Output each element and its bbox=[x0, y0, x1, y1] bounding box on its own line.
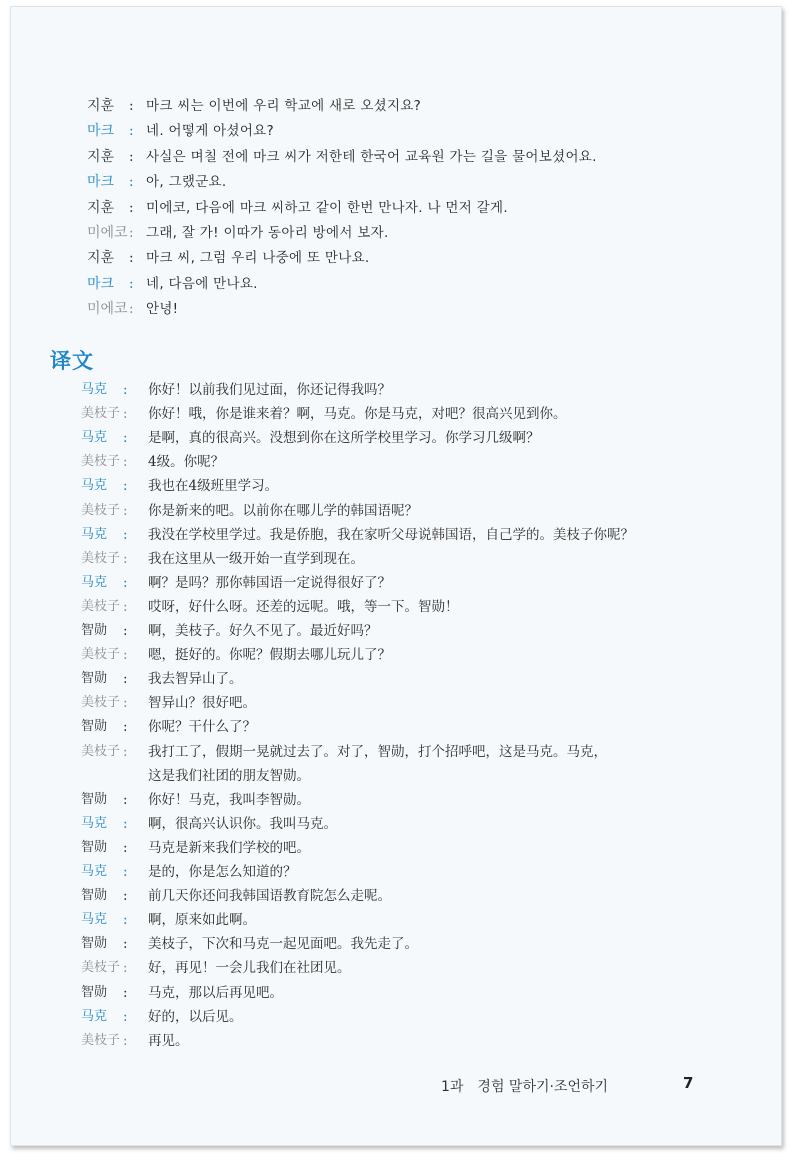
dialogue-line bbox=[11, 196, 781, 220]
speaker-name: 智勋 bbox=[81, 671, 108, 687]
speaker-colon: : bbox=[129, 250, 134, 267]
dialogue-text: 这是我们社团的朋友智勋。 bbox=[148, 767, 310, 784]
speaker-name: 智勋 bbox=[81, 888, 108, 904]
speaker-colon: : bbox=[123, 454, 128, 471]
speaker-colon: : bbox=[123, 526, 128, 543]
dialogue-line bbox=[11, 221, 781, 245]
speaker-name: 美枝子 bbox=[81, 502, 121, 518]
dialogue-text: 哎呀，好什么呀。还差的远呢。哦，等一下。智勋！ bbox=[148, 598, 459, 615]
dialogue-line bbox=[11, 956, 781, 980]
dialogue-text: 사실은 며칠 전에 마크 씨가 저한테 한국어 교육원 가는 길을 물어보셨어요. bbox=[146, 148, 597, 165]
speaker-name: 美枝子 bbox=[81, 1032, 121, 1048]
speaker-name: 美枝子 bbox=[81, 695, 121, 711]
dialogue-line bbox=[11, 378, 781, 402]
dialogue-text: 아, 그랬군요. bbox=[146, 174, 227, 191]
dialogue-line bbox=[11, 836, 781, 860]
dialogue-line bbox=[11, 119, 781, 143]
speaker-colon: : bbox=[129, 301, 134, 318]
dialogue-text: 好的，以后见。 bbox=[148, 1008, 243, 1025]
dialogue-text: 马克，那以后再见吧。 bbox=[148, 984, 283, 1001]
speaker-name: 马克 bbox=[81, 912, 108, 928]
speaker-name: 美枝子 bbox=[81, 647, 121, 663]
speaker-name: 智勋 bbox=[81, 839, 108, 855]
speaker-name: 美枝子 bbox=[81, 550, 121, 566]
speaker-name: 马克 bbox=[81, 382, 108, 397]
dialogue-line bbox=[11, 94, 781, 118]
dialogue-text: 嗯，挺好的。你呢？假期去哪儿玩儿了？ bbox=[148, 647, 391, 664]
speaker-name: 马克 bbox=[81, 864, 108, 879]
dialogue-line bbox=[11, 860, 781, 884]
speaker-colon: : bbox=[123, 574, 128, 591]
dialogue-line bbox=[11, 981, 781, 1005]
speaker-colon: : bbox=[123, 647, 128, 664]
speaker-name: 마크 bbox=[87, 174, 115, 191]
speaker-name: 智勋 bbox=[81, 984, 108, 1000]
dialogue-text: 我在这里从一级开始一直学到现在。 bbox=[148, 550, 364, 567]
dialogue-line bbox=[11, 547, 781, 571]
speaker-name: 智勋 bbox=[81, 936, 108, 952]
dialogue-line bbox=[11, 450, 781, 474]
speaker-name: 지훈 bbox=[87, 148, 115, 165]
speaker-colon: : bbox=[123, 1008, 128, 1025]
dialogue-text: 是啊，真的很高兴。没想到你在这所学校里学习。你学习几级啊？ bbox=[148, 430, 540, 447]
speaker-colon: : bbox=[123, 719, 128, 736]
dialogue-text: 啊，美枝子。好久不见了。最近好吗？ bbox=[148, 623, 378, 639]
dialogue-text: 미에코, 다음에 마크 씨하고 같이 한번 만나자. 나 먼저 갈게. bbox=[146, 199, 508, 216]
dialogue-line bbox=[11, 474, 781, 498]
speaker-colon: : bbox=[129, 123, 134, 140]
speaker-name: 美枝子 bbox=[81, 960, 121, 976]
dialogue-text: 再见。 bbox=[148, 1032, 189, 1049]
speaker-name: 미에코 bbox=[87, 225, 128, 241]
dialogue-line bbox=[11, 170, 781, 194]
speaker-name: 智勋 bbox=[81, 791, 108, 807]
speaker-name: 马克 bbox=[81, 815, 108, 831]
speaker-colon: : bbox=[123, 912, 128, 929]
speaker-name: 美枝子 bbox=[81, 743, 121, 759]
speaker-colon: : bbox=[123, 960, 128, 977]
speaker-name: 지훈 bbox=[87, 199, 115, 216]
speaker-colon: : bbox=[123, 815, 128, 832]
speaker-colon: : bbox=[129, 275, 134, 292]
dialogue-line bbox=[11, 691, 781, 715]
book-page bbox=[10, 6, 782, 1146]
speaker-name: 马克 bbox=[81, 478, 108, 494]
dialogue-line bbox=[11, 145, 781, 169]
speaker-name: 智勋 bbox=[81, 623, 108, 638]
speaker-name: 马克 bbox=[81, 430, 108, 446]
dialogue-text: 4级。你呢？ bbox=[148, 454, 225, 471]
dialogue-line bbox=[11, 402, 781, 426]
speaker-colon: : bbox=[123, 839, 128, 856]
speaker-name: 美枝子 bbox=[81, 406, 121, 422]
speaker-name: 智勋 bbox=[81, 719, 108, 735]
dialogue-line bbox=[11, 812, 781, 836]
translation-heading: 译文 bbox=[50, 349, 94, 373]
dialogue-line bbox=[11, 764, 781, 788]
speaker-colon: : bbox=[123, 598, 128, 615]
speaker-colon: : bbox=[129, 199, 134, 216]
speaker-name: 지훈 bbox=[87, 250, 115, 267]
speaker-colon: : bbox=[129, 98, 134, 114]
speaker-name: 马克 bbox=[81, 574, 108, 590]
dialogue-text: 前几天你还问我韩国语教育院怎么走呢。 bbox=[148, 888, 391, 905]
dialogue-line bbox=[11, 272, 781, 296]
dialogue-text: 你呢？干什么了？ bbox=[148, 719, 256, 736]
speaker-colon: : bbox=[123, 936, 128, 953]
dialogue-text: 啊？是吗？那你韩国语一定说得很好了？ bbox=[148, 574, 391, 591]
speaker-colon: : bbox=[123, 502, 128, 519]
dialogue-text: 我去智异山了。 bbox=[148, 671, 243, 688]
dialogue-text: 啊，原来如此啊。 bbox=[148, 912, 256, 929]
speaker-colon: : bbox=[123, 478, 128, 495]
speaker-name: 马克 bbox=[81, 526, 108, 542]
speaker-name: 지훈 bbox=[87, 98, 115, 114]
speaker-colon: : bbox=[123, 984, 128, 1001]
dialogue-text: 我也在4级班里学习。 bbox=[148, 478, 279, 495]
dialogue-text: 네, 다음에 만나요. bbox=[146, 275, 258, 292]
dialogue-line bbox=[11, 740, 781, 764]
footer-lesson-title: 1과 경험 말하기·조언하기 bbox=[441, 1079, 609, 1095]
dialogue-text: 마크 씨는 이번에 우리 학교에 새로 오셨지요? bbox=[146, 98, 422, 114]
dialogue-line bbox=[11, 426, 781, 450]
dialogue-line bbox=[11, 788, 781, 812]
speaker-colon: : bbox=[123, 406, 128, 423]
speaker-colon: : bbox=[123, 791, 128, 808]
dialogue-text: 我没在学校里学过。我是侨胞，我在家听父母说韩国语，自己学的。美枝子你呢？ bbox=[148, 526, 634, 543]
speaker-name: 마크 bbox=[87, 275, 115, 292]
dialogue-line bbox=[11, 643, 781, 667]
speaker-colon: : bbox=[129, 148, 134, 165]
dialogue-text: 是的，你是怎么知道的？ bbox=[148, 864, 297, 880]
speaker-colon: : bbox=[123, 430, 128, 447]
speaker-colon: : bbox=[123, 1032, 128, 1049]
speaker-name: 美枝子 bbox=[81, 598, 121, 614]
dialogue-line bbox=[11, 1029, 781, 1053]
speaker-colon: : bbox=[123, 743, 128, 760]
dialogue-line bbox=[11, 595, 781, 619]
page-number: 7 bbox=[683, 1074, 694, 1092]
dialogue-text: 美枝子，下次和马克一起见面吧。我先走了。 bbox=[148, 936, 418, 953]
speaker-colon: : bbox=[129, 174, 134, 191]
speaker-colon: : bbox=[129, 225, 134, 241]
speaker-colon: : bbox=[123, 695, 128, 712]
speaker-name: 미에코 bbox=[87, 301, 128, 318]
dialogue-line bbox=[11, 523, 781, 547]
dialogue-text: 我打工了，假期一晃就过去了。对了，智勋，打个招呼吧，这是马克。马克， bbox=[148, 743, 607, 760]
dialogue-line bbox=[11, 715, 781, 739]
dialogue-text: 你好！马克，我叫李智勋。 bbox=[148, 791, 310, 808]
dialogue-line bbox=[11, 1005, 781, 1029]
dialogue-line bbox=[11, 619, 781, 643]
dialogue-line bbox=[11, 908, 781, 932]
dialogue-line bbox=[11, 932, 781, 956]
speaker-colon: : bbox=[123, 550, 128, 567]
dialogue-text: 你好！哦，你是谁来着？啊，马克。你是马克，对吧？很高兴见到你。 bbox=[148, 406, 567, 423]
dialogue-line bbox=[11, 667, 781, 691]
speaker-colon: : bbox=[123, 382, 128, 398]
dialogue-line bbox=[11, 499, 781, 523]
dialogue-line bbox=[11, 884, 781, 908]
speaker-name: 马克 bbox=[81, 1008, 108, 1024]
dialogue-text: 그래, 잘 가! 이따가 동아리 방에서 보자. bbox=[146, 225, 389, 241]
speaker-name: 美枝子 bbox=[81, 454, 121, 470]
speaker-colon: : bbox=[123, 864, 128, 880]
dialogue-text: 马克是新来我们学校的吧。 bbox=[148, 839, 310, 856]
dialogue-text: 你是新来的吧。以前你在哪儿学的韩国语呢？ bbox=[148, 502, 418, 519]
speaker-colon: : bbox=[123, 671, 128, 688]
dialogue-text: 네. 어떻게 아셨어요? bbox=[146, 123, 274, 140]
dialogue-text: 你好！以前我们见过面，你还记得我吗？ bbox=[148, 382, 391, 398]
dialogue-text: 마크 씨, 그럼 우리 나중에 또 만나요. bbox=[146, 250, 370, 267]
speaker-colon: : bbox=[123, 623, 128, 639]
dialogue-line bbox=[11, 297, 781, 321]
dialogue-line bbox=[11, 571, 781, 595]
dialogue-line bbox=[11, 246, 781, 270]
dialogue-text: 智异山？很好吧。 bbox=[148, 695, 256, 712]
speaker-colon: : bbox=[123, 888, 128, 905]
dialogue-text: 好，再见！一会儿我们在社团见。 bbox=[148, 960, 351, 977]
dialogue-text: 안녕! bbox=[146, 301, 179, 318]
dialogue-text: 啊，很高兴认识你。我叫马克。 bbox=[148, 815, 337, 832]
speaker-name: 마크 bbox=[87, 123, 115, 140]
